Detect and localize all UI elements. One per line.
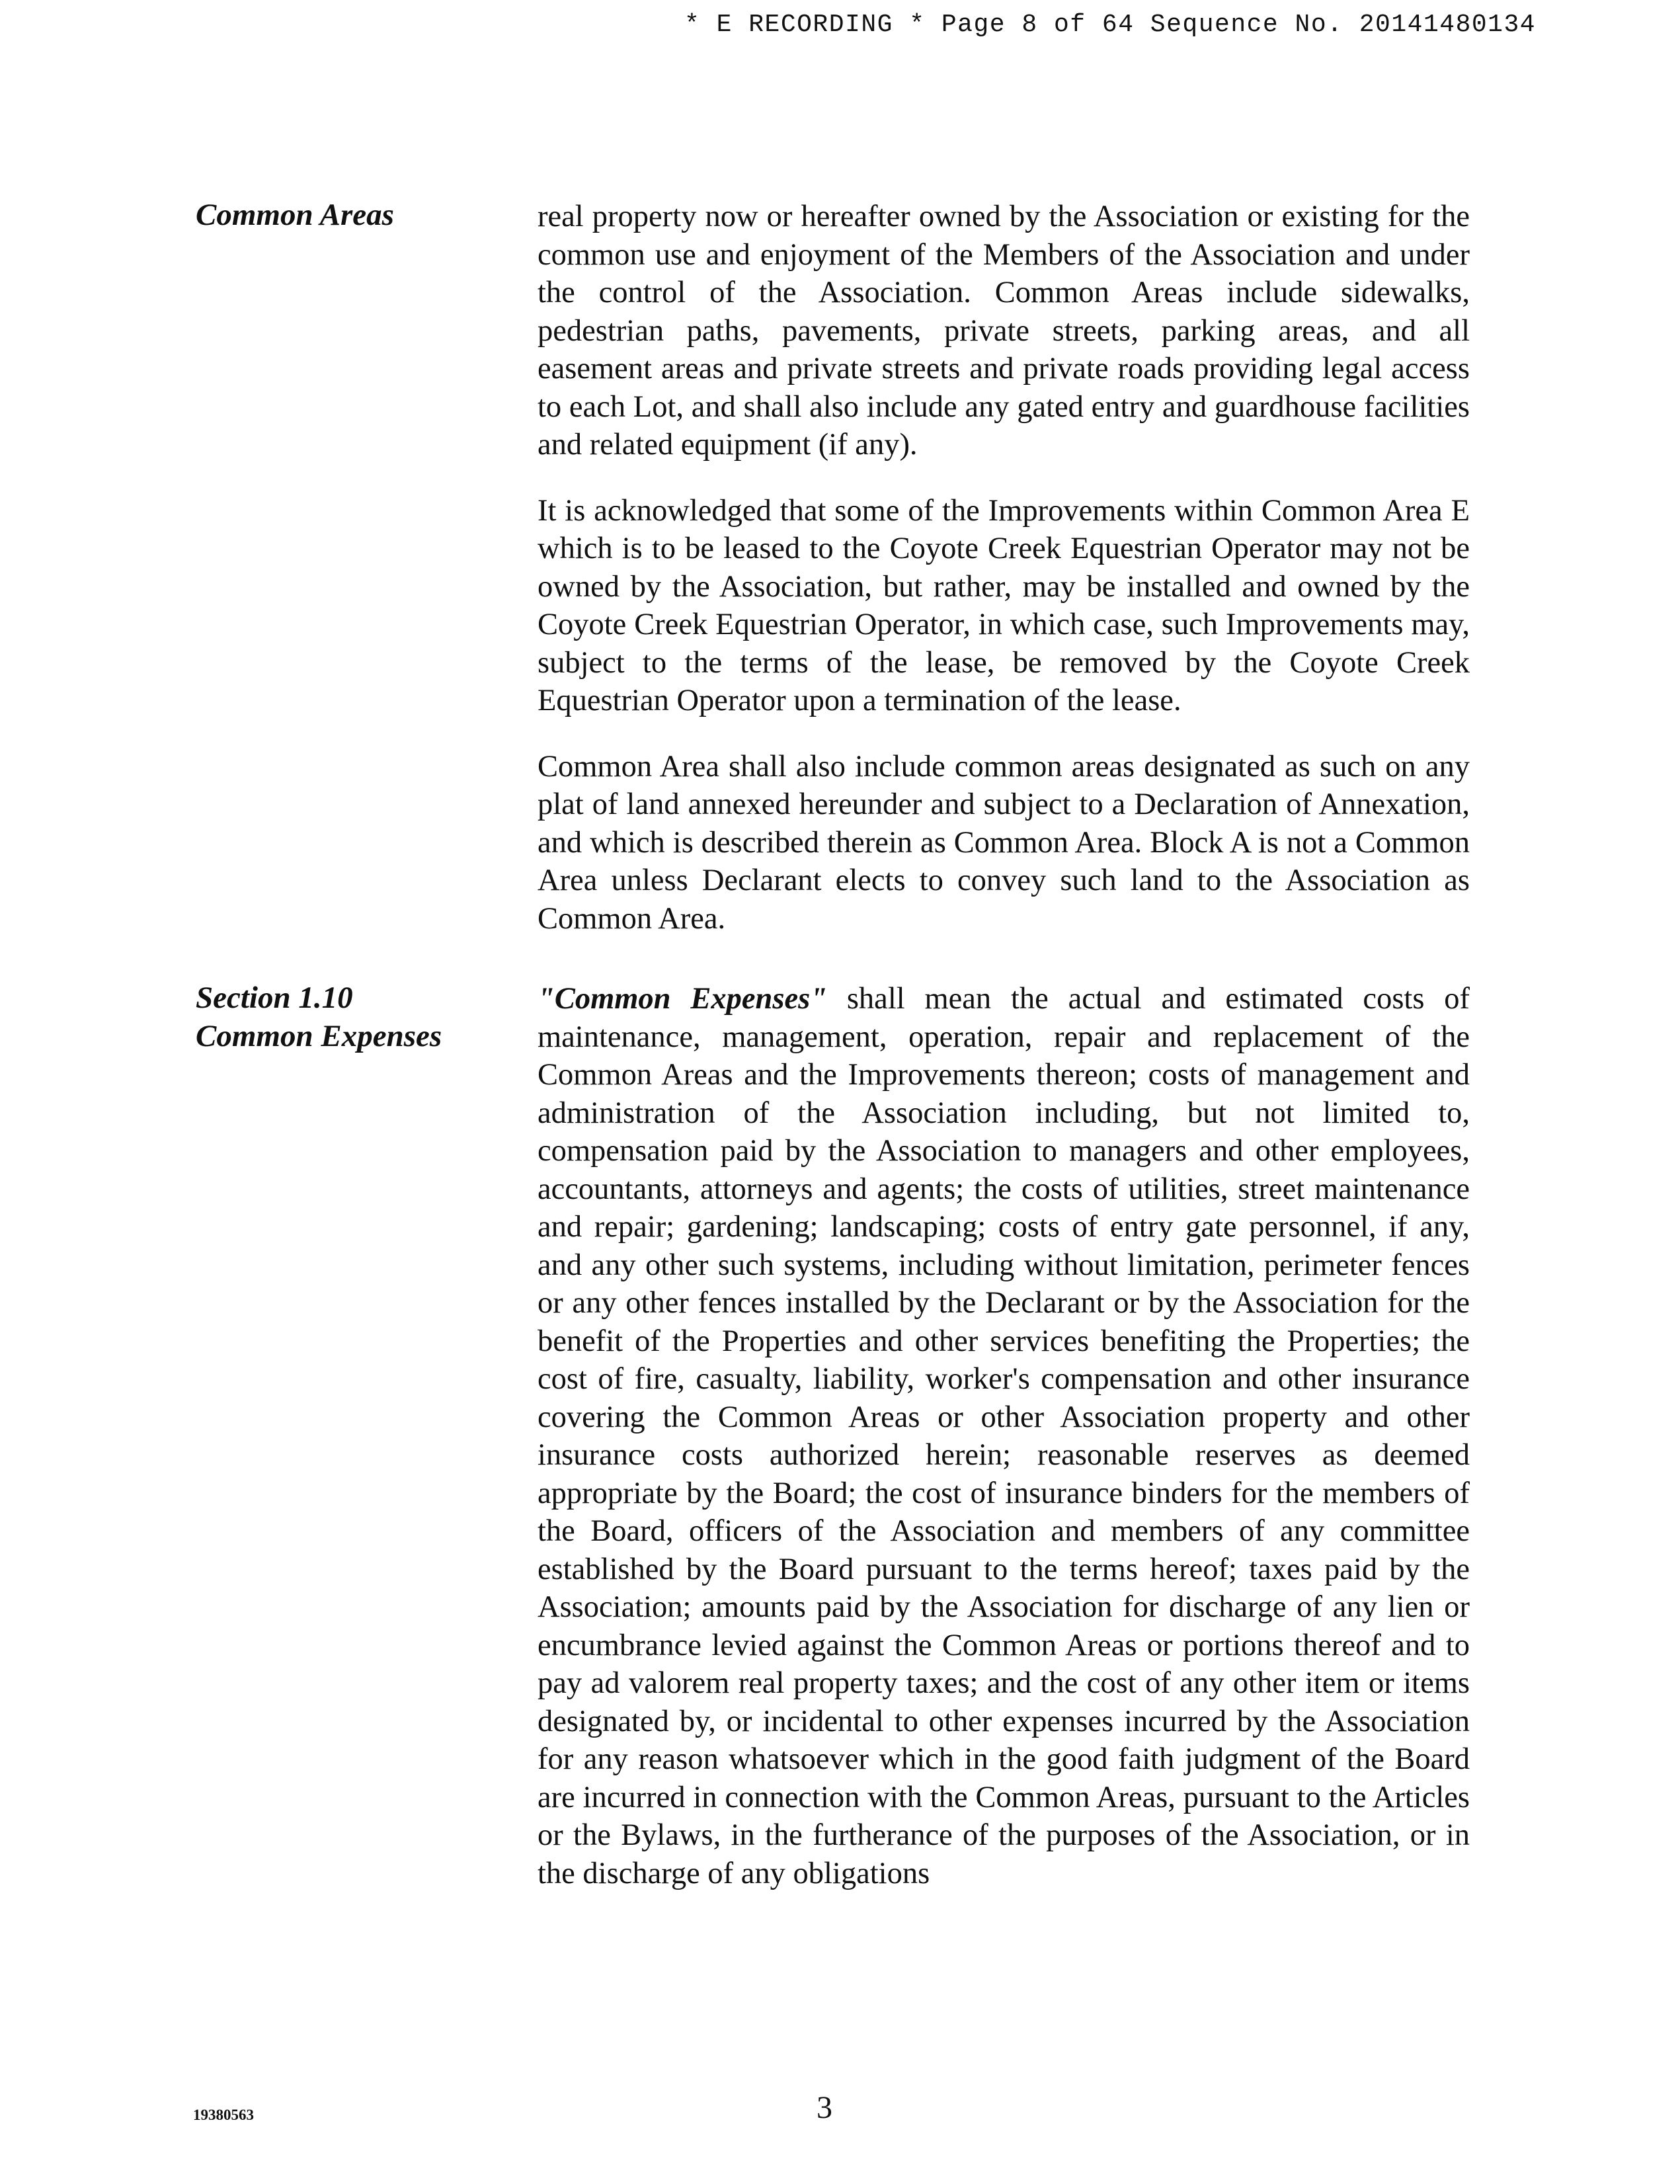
section-1-10-heading: [196, 979, 500, 1055]
common-areas-heading: Common Areas: [196, 198, 394, 232]
common-expenses-paragraph: [538, 980, 1470, 1892]
recording-header: * E RECORDING * Page 8 of 64 Sequence No. 20141480134: [684, 11, 1537, 39]
common-areas-definition: [538, 198, 1470, 938]
common-areas-paragraph-3: Common Area shall also include common areas designated as such on any plat of land annexed hereunder and subject to a Declaration of Annexation, and which is described therein as Common Area. Block A is not a Common Area unless Declarant elects to convey such land to the Association as Common Area.: [538, 749, 1470, 936]
document-id: 19380563: [193, 2107, 254, 2123]
section-label: Section 1.10: [196, 981, 353, 1015]
section-title: Common Expenses: [196, 1019, 442, 1053]
page-number: 3: [817, 2090, 832, 2125]
defined-term: "Common Expenses": [538, 982, 828, 1016]
common-areas-paragraph-1: real property now or hereafter owned by the Association or existing for the common use and enjoyment of the Members of the Association and under the control of the Association. Common Areas include sidewalks, pedestrian paths, pavements, private streets, parking areas, and all easement areas and private streets and private roads providing legal access to each Lot, and shall also include any gated entry and guardhouse facilities and related equipment (if any).: [538, 200, 1470, 462]
definition-text: shall mean the actual and estimated costs of maintenance, management, operation, repair and replacement of the Common Areas and the Improvements thereon; costs of management and administration of the Association including, but not limited to, compensation paid by the Association to managers and other employees, accountants, attorneys and agents; the costs of utilities, street maintenance and repair; gardening; landscaping; costs of entry gate personnel, if any, and any other such systems, including without limitation, perimeter fences or any other fences installed by the Declarant or by the Association for the benefit of the Properties and other services benefiting the Properties; the cost of fire, casualty, liability, worker's compensation and other insurance covering the Common Areas or other Association property and other insurance costs authorized herein; reasonable reserves as deemed appropriate by the Board; the cost of insurance binders for the members of the Board, officers of the Association and members of any committee established by the Board pursuant to the terms hereof; taxes paid by the Association; amounts paid by the Association for discharge of any lien or encumbrance levied against the Common Areas or portions thereof and to pay ad valorem real property taxes; and the cost of any other item or items designated by, or incidental to other expenses incurred by the Association for any reason whatsoever which in the good faith judgment of the Board are incurred in connection with the Common Areas, pursuant to the Articles or the Bylaws, in the furtherance of the purposes of the Association, or in the discharge of any obligations: [538, 982, 1470, 1890]
common-areas-paragraph-2: It is acknowledged that some of the Improvements within Common Area E which is to be leased to the Coyote Creek Equestrian Operator may not be owned by the Association, but rather, may be installed and owned by the Coyote Creek Equestrian Operator, in which case, such Improvements may, subject to the terms of the lease, be removed by the Coyote Creek Equestrian Operator upon a termination of the lease.: [538, 493, 1470, 717]
common-expenses-definition: [538, 980, 1470, 1892]
